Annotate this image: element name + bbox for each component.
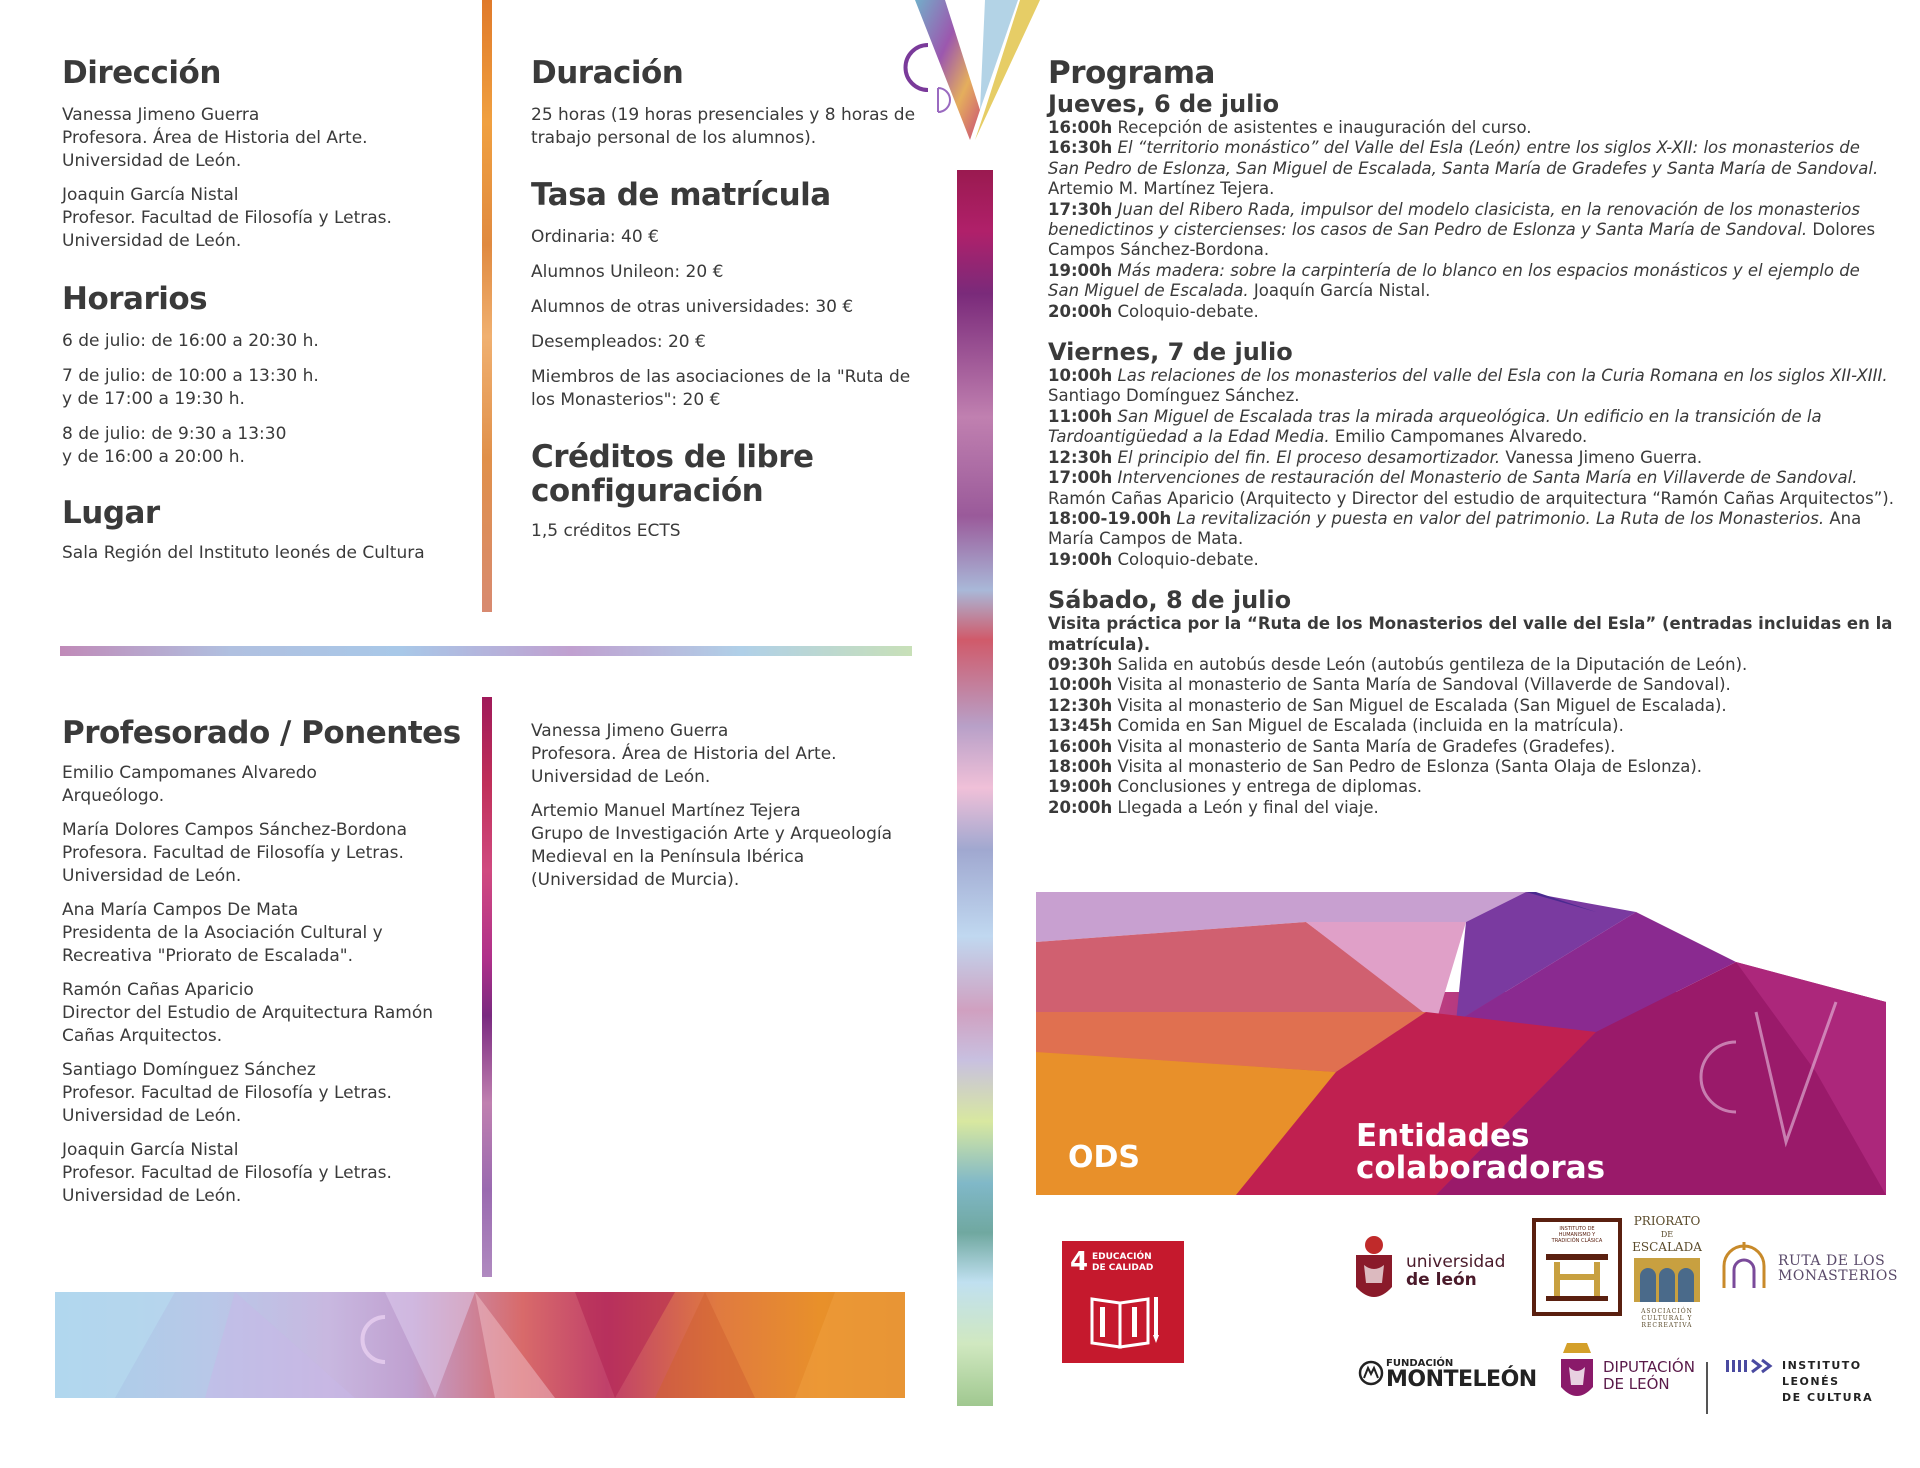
priorato-subtext: RECREATIVA — [1641, 1322, 1693, 1329]
creditos-title-line2: configuración — [531, 473, 764, 509]
ponente-role: Profesor. Facultad de Filosofía y Letras. — [62, 1163, 392, 1183]
ponente-affiliation: Universidad de León. — [531, 767, 711, 787]
programa-day — [1048, 586, 1898, 818]
unileon-logo — [1352, 1235, 1506, 1311]
ponente-affiliation: (Universidad de Murcia). — [531, 870, 740, 890]
ponente-name: Joaquin García Nistal — [62, 1140, 239, 1160]
fundacion-monteleon-logo — [1358, 1358, 1537, 1392]
ponente-affiliation: Universidad de León. — [62, 866, 242, 886]
logo-divider — [1706, 1362, 1708, 1414]
programa-time: 17:30h — [1048, 199, 1113, 219]
programa-line — [1048, 261, 1898, 281]
priorato-subtext: CULTURAL Y — [1641, 1315, 1693, 1322]
horarios-section — [62, 282, 462, 469]
ponente-item — [62, 819, 482, 888]
programa-line — [1048, 159, 1898, 179]
programa-line — [1048, 716, 1898, 736]
ruta-text: MONASTERIOS — [1778, 1268, 1898, 1284]
programa-talk-title: San Pedro de Eslonza, San Miguel de Escalada, Santa María de Gradefes y Santa María de Sandoval. — [1048, 158, 1879, 178]
programa-line — [1048, 220, 1898, 240]
instituto-leones-cultura-logo — [1726, 1358, 1874, 1404]
programa-text: Salida en autobús desde León (autobús gentileza de la Diputación de León). — [1112, 654, 1748, 674]
ilc-text: INSTITUTO — [1782, 1359, 1862, 1372]
programa-talk-title: San Miguel de Escalada. — [1048, 281, 1249, 301]
creditos-text: 1,5 créditos ECTS — [531, 521, 681, 541]
programa-line — [1048, 240, 1898, 260]
programa-line — [1048, 675, 1898, 695]
programa-text: Dolores — [1807, 220, 1876, 240]
ponente-name: Ramón Cañas Aparicio — [62, 980, 254, 1000]
ilc-bars-icon — [1726, 1358, 1776, 1374]
ponente-affiliation: Universidad de León. — [62, 1186, 242, 1206]
programa-time: matrícula). — [1048, 634, 1151, 654]
programa-text: Campos Sánchez-Bordona. — [1048, 240, 1270, 260]
programa-text: Emilio Campomanes Alvaredo. — [1329, 427, 1588, 447]
direccion-person — [62, 184, 462, 253]
ponente-item — [62, 1139, 482, 1208]
lugar-title: Lugar — [62, 495, 160, 531]
decorative-horizontal-divider — [60, 646, 912, 656]
programa-time: 16:00h — [1048, 118, 1113, 137]
columns-icon — [1536, 1244, 1618, 1304]
priorato-subtext: ASOCIACIÓN — [1641, 1308, 1693, 1315]
ponente-role: Profesora. Facultad de Filosofía y Letras. — [62, 843, 404, 863]
programa-talk-title: San Miguel de Escalada tras la mirada arqueológica. Un edificio en la transición de la — [1112, 406, 1822, 426]
ruta-monasterios-logo — [1718, 1240, 1898, 1296]
ponente-affiliation: Recreativa "Priorato de Escalada". — [62, 946, 353, 966]
creditos-title-line1: Créditos de libre — [531, 439, 814, 475]
lugar-section — [62, 496, 482, 565]
programa-line — [1048, 427, 1898, 447]
programa-text: Santiago Domínguez Sánchez. — [1048, 386, 1300, 406]
programa-talk-title: El “territorio monástico” del Valle del Esla (León) entre los siglos X-XII: los monasterios de — [1112, 138, 1860, 158]
programa-line — [1048, 696, 1898, 716]
tasa-item: Ordinaria: 40 € — [531, 227, 659, 247]
programa-text: Joaquín García Nistal. — [1248, 281, 1431, 301]
programa-line — [1048, 509, 1898, 529]
programa-talk-title: El principio del fin. El proceso desamortizador. — [1112, 447, 1501, 467]
programa-time: 20:00h — [1048, 797, 1113, 817]
programa-text: Comida en San Miguel de Escalada (incluida en la matrícula). — [1112, 716, 1624, 736]
profesorado-section — [62, 716, 482, 1219]
programa-line — [1048, 448, 1898, 468]
programa-text: Visita al monasterio de Santa María de Gradefes (Gradefes). — [1112, 736, 1616, 756]
programa-line — [1048, 179, 1898, 199]
programa-time: 12:30h — [1048, 447, 1113, 467]
ponente-role: Profesora. Área de Historia del Arte. — [531, 744, 837, 764]
entidades-title-line1: Entidades — [1356, 1118, 1530, 1154]
ilc-text: DE CULTURA — [1782, 1391, 1874, 1404]
programa-talk-title: Las relaciones de los monasterios del valle del Esla con la Curia Romana en los siglos XII-XIII. — [1112, 366, 1888, 386]
programa-time: 16:30h — [1048, 138, 1113, 158]
programa-text: Ramón Cañas Aparicio (Arquitecto y Director del estudio de arquitectura “Ramón Cañas Arquitectos”). — [1048, 488, 1894, 508]
programa-line — [1048, 614, 1898, 634]
programa-time: 10:00h — [1048, 675, 1113, 695]
person-role: Profesora. Área de Historia del Arte. — [62, 128, 368, 148]
ponente-item — [62, 899, 482, 968]
programa-time: 13:45h — [1048, 716, 1113, 736]
ponente-role: Profesor. Facultad de Filosofía y Letras. — [62, 1083, 392, 1103]
horario-item-cont: y de 17:00 a 19:30 h. — [62, 389, 245, 409]
ponente-item — [531, 800, 951, 892]
fundacion-text: FUNDACIÓN — [1386, 1358, 1454, 1369]
programa-line — [1048, 386, 1898, 406]
programa-line — [1048, 200, 1898, 220]
programa-time: 16:00h — [1048, 736, 1113, 756]
programa-talk-title: Más madera: sobre la carpintería de lo blanco en los espacios monásticos y el ejemplo de — [1112, 260, 1860, 280]
unileon-text: de león — [1406, 1270, 1477, 1290]
decorative-vertical-bar-bottom — [482, 697, 492, 1277]
programa-day-title: Viernes, 7 de julio — [1048, 338, 1293, 367]
duracion-section — [531, 56, 951, 150]
ponente-name: María Dolores Campos Sánchez-Bordona — [62, 820, 408, 840]
programa-talk-title: Intervenciones de restauración del Monasterio de Santa María en Villaverde de Sandoval. — [1112, 468, 1858, 488]
ponente-name: Emilio Campomanes Alvaredo — [62, 763, 317, 783]
diputacion-text: DIPUTACIÓN — [1603, 1358, 1695, 1376]
unileon-text: universidad — [1406, 1252, 1506, 1272]
horario-item: 6 de julio: de 16:00 a 20:30 h. — [62, 331, 319, 351]
horario-item: 7 de julio: de 10:00 a 13:30 h. — [62, 366, 319, 386]
sdg-text — [1092, 1252, 1153, 1274]
decorative-vertical-bar-top — [482, 0, 492, 612]
programa-day — [1048, 90, 1898, 322]
ilc-text: LEONÉS — [1782, 1375, 1840, 1388]
programa-talk-title: benedictinos y cistercienses: los casos de San Pedro de Eslonza y Santa María de Sandoval. — [1048, 220, 1808, 240]
programa-time: 11:00h — [1048, 406, 1113, 426]
programa-line — [1048, 635, 1898, 655]
programa-text: Visita al monasterio de San Miguel de Escalada (San Miguel de Escalada). — [1112, 695, 1727, 715]
programa-text: Llegada a León y final del viaje. — [1112, 797, 1379, 817]
sdg-number: 4 — [1070, 1247, 1089, 1277]
programa-line — [1048, 468, 1898, 488]
tasa-title: Tasa de matrícula — [531, 177, 831, 213]
programa-time: 19:00h — [1048, 777, 1113, 797]
unileon-shield-icon — [1352, 1235, 1396, 1307]
direccion-person — [62, 104, 462, 173]
programa-text: Vanessa Jimeno Guerra. — [1500, 447, 1703, 467]
person-name: Joaquin García Nistal — [62, 185, 239, 205]
direccion-title: Dirección — [62, 55, 221, 91]
ruta-text: RUTA DE LOS — [1778, 1253, 1886, 1269]
tasa-item-cont: los Monasterios": 20 € — [531, 390, 721, 410]
ihtc-text: TRADICIÓN CLÁSICA — [1551, 1238, 1603, 1244]
programa-time: 10:00h — [1048, 366, 1113, 386]
person-affiliation: Universidad de León. — [62, 151, 242, 171]
programa-line — [1048, 407, 1898, 427]
programa-text: Recepción de asistentes e inauguración del curso. — [1112, 118, 1532, 137]
priorato-text: ESCALADA — [1632, 1240, 1702, 1254]
programa-line — [1048, 118, 1898, 138]
sdg4-logo — [1062, 1241, 1184, 1363]
ponente-role: Grupo de Investigación Arte y Arqueología — [531, 824, 893, 844]
tasa-item: Miembros de las asociaciones de la "Ruta de — [531, 367, 911, 387]
programa-talk-title: Juan del Ribero Rada, impulsor del modelo clasicista, en la renovación de los monasterios — [1112, 199, 1860, 219]
ponente-name: Artemio Manuel Martínez Tejera — [531, 801, 801, 821]
diputacion-text: DE LEÓN — [1603, 1375, 1670, 1393]
programa-line — [1048, 655, 1898, 675]
creditos-section — [531, 440, 951, 543]
programa-time: 17:00h — [1048, 468, 1113, 488]
profesorado-title: Profesorado / Ponentes — [62, 715, 461, 751]
programa-section — [1048, 56, 1898, 818]
entidades-title — [1356, 1120, 1605, 1184]
programa-time: 18:00h — [1048, 756, 1113, 776]
horario-item-cont: y de 16:00 a 20:00 h. — [62, 447, 245, 467]
priorato-text: PRIORATO — [1633, 1214, 1701, 1228]
ponente-name: Santiago Domínguez Sánchez — [62, 1060, 316, 1080]
programa-text: Artemio M. Martínez Tejera. — [1048, 179, 1275, 199]
horario-item: 8 de julio: de 9:30 a 13:30 — [62, 424, 287, 444]
person-name: Vanessa Jimeno Guerra — [62, 105, 260, 125]
direccion-section — [62, 56, 462, 264]
duracion-line: 25 horas (19 horas presenciales y 8 horas de — [531, 105, 916, 125]
duracion-title: Duración — [531, 55, 684, 91]
ponente-affiliation: Cañas Arquitectos. — [62, 1026, 223, 1046]
ods-label: ODS — [1068, 1140, 1141, 1175]
programa-line — [1048, 757, 1898, 777]
ponente-affiliation: Universidad de León. — [62, 1106, 242, 1126]
ponente-name: Ana María Campos De Mata — [62, 900, 299, 920]
programa-time: 12:30h — [1048, 695, 1113, 715]
horarios-title: Horarios — [62, 281, 208, 317]
monastery-arch-icon — [1718, 1240, 1770, 1292]
ponente-item — [62, 1059, 482, 1128]
programa-day — [1048, 338, 1898, 570]
entidades-title-line2: colaboradoras — [1356, 1150, 1606, 1186]
programa-time: 09:30h — [1048, 654, 1113, 674]
programa-line — [1048, 366, 1898, 386]
ponente-name: Vanessa Jimeno Guerra — [531, 721, 729, 741]
programa-line — [1048, 489, 1898, 509]
programa-time: 19:00h — [1048, 260, 1113, 280]
book-icon — [1088, 1289, 1160, 1351]
ponente-item — [62, 762, 482, 808]
person-role: Profesor. Facultad de Filosofía y Letras. — [62, 208, 392, 228]
priorato-logo — [1632, 1215, 1702, 1329]
programa-talk-title: Tardoantigüedad a la Edad Media. — [1048, 427, 1330, 447]
monteleon-emblem-icon — [1358, 1358, 1384, 1388]
programa-day-title: Sábado, 8 de julio — [1048, 586, 1292, 615]
ponente-item — [62, 979, 482, 1048]
programa-text: Visita al monasterio de San Pedro de Eslonza (Santa Olaja de Eslonza). — [1112, 756, 1703, 776]
programa-text: Coloquio-debate. — [1112, 301, 1259, 321]
tasa-item: Alumnos Unileon: 20 € — [531, 262, 724, 282]
ponente-item — [531, 720, 951, 789]
decorative-center-strip — [957, 170, 993, 1406]
diputacion-leon-logo — [1557, 1337, 1695, 1411]
programa-days — [1048, 90, 1898, 818]
programa-time: 20:00h — [1048, 301, 1113, 321]
programa-line — [1048, 798, 1898, 818]
programa-text: Visita al monasterio de Santa María de Sandoval (Villaverde de Sandoval). — [1112, 675, 1731, 695]
lugar-text: Sala Región del Instituto leonés de Cultura — [62, 543, 425, 563]
tasa-item: Desempleados: 20 € — [531, 332, 706, 352]
programa-text: María Campos de Mata. — [1048, 529, 1244, 549]
programa-text: Coloquio-debate. — [1112, 549, 1259, 569]
ponente-role-cont: Medieval en la Península Ibérica — [531, 847, 805, 867]
ponente-role: Presidenta de la Asociación Cultural y — [62, 923, 383, 943]
tasa-section — [531, 178, 951, 412]
sdg-text-line: DE CALIDAD — [1092, 1263, 1154, 1273]
sdg-text-line: EDUCACIÓN — [1092, 1252, 1152, 1262]
priorato-text: DE — [1660, 1230, 1674, 1239]
programa-text: Conclusiones y entrega de diplomas. — [1112, 777, 1423, 797]
programa-line — [1048, 138, 1898, 158]
decorative-ods-band — [1036, 892, 1886, 1195]
programa-line — [1048, 529, 1898, 549]
ponente-role: Arqueólogo. — [62, 786, 165, 806]
ponente-role: Director del Estudio de Arquitectura Ramón — [62, 1003, 434, 1023]
decorative-bottom-band — [55, 1292, 905, 1398]
programa-text: Ana — [1824, 508, 1862, 528]
diputacion-shield-icon — [1557, 1337, 1597, 1407]
fundacion-text: MONTELEÓN — [1386, 1367, 1537, 1392]
programa-day-title: Jueves, 6 de julio — [1048, 90, 1280, 118]
programa-talk-title: La revitalización y puesta en valor del patrimonio. La Ruta de los Monasterios. — [1171, 508, 1825, 528]
duracion-line: trabajo personal de los alumnos). — [531, 128, 817, 148]
programa-line — [1048, 777, 1898, 797]
arches-icon — [1632, 1254, 1702, 1304]
person-affiliation: Universidad de León. — [62, 231, 242, 251]
programa-time: 19:00h — [1048, 549, 1113, 569]
programa-line — [1048, 737, 1898, 757]
programa-time: 18:00-19.00h — [1048, 508, 1172, 528]
ihtc-text: HUMANISMO Y — [1558, 1232, 1596, 1238]
programa-time: Visita práctica por la “Ruta de los Monasterios del valle del Esla” (entradas incluidas en la — [1048, 614, 1893, 634]
tasa-item: Alumnos de otras universidades: 30 € — [531, 297, 854, 317]
programa-line — [1048, 302, 1898, 322]
ihtc-logo — [1532, 1218, 1622, 1316]
programa-title: Programa — [1048, 55, 1215, 91]
programa-line — [1048, 281, 1898, 301]
profesorado-right-column — [531, 720, 951, 903]
ihtc-text: INSTITUTO DE — [1559, 1226, 1595, 1232]
programa-line — [1048, 550, 1898, 570]
